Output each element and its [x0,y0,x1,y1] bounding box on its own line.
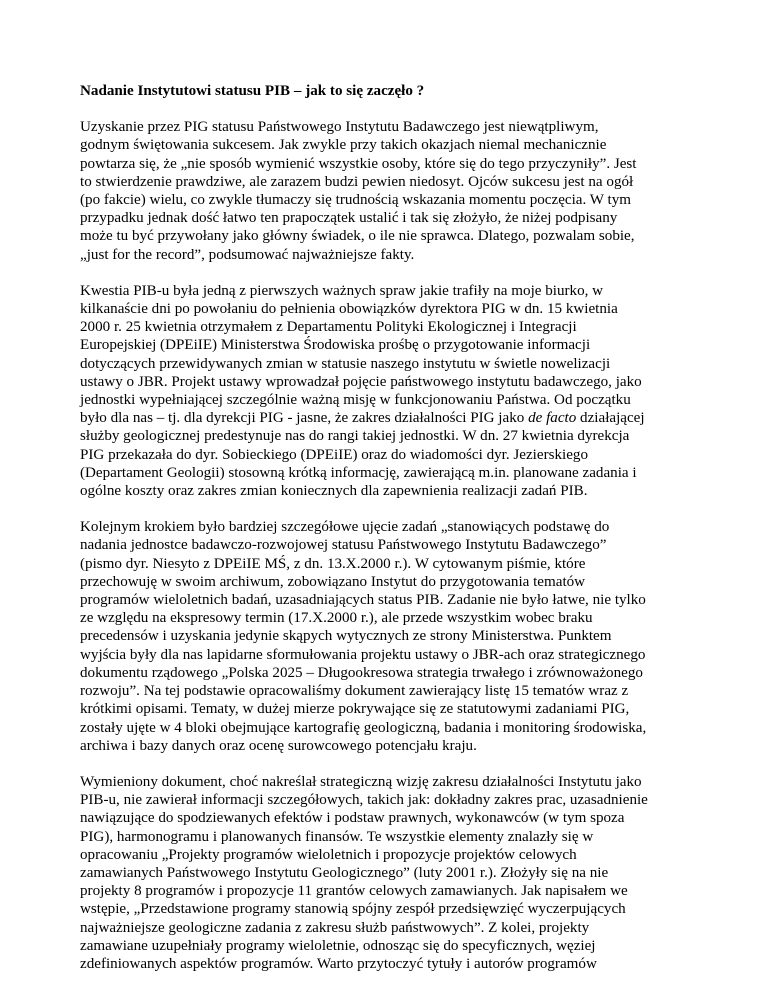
text-line: może tu być przywołany jako główny świadek, o ile nie sprawca. Dlatego, pozwalam sobie, [80,228,635,245]
text-line: dotyczących przewidywanych zmian w statusie naszego instytutu w świetle nowelizacji [80,355,611,372]
text-line: PIG przekazała do dyr. Sobieckiego (DPEiIE) oraz do wiadomości dyr. Jezierskiego [80,446,589,463]
text-line: Wymieniony dokument, choć nakreślał strategiczną wizję zakresu działalności Instytutu jako [80,773,642,790]
text-line: precedensów i uzyskania jedynie skąpych wytycznych ze strony Ministerstwa. Punktem [80,628,612,645]
text-line: Europejskiej (DPEiIE) Ministerstwa Środowiska prośbę o przygotowanie informacji [80,337,591,354]
paragraph-1 [80,118,688,264]
text-segment: działającej [576,410,645,427]
text-line: powtarza się, że „nie sposób wymienić wszystkie osoby, które się do tego przyczyniły”. Jest [80,155,637,172]
text-line: (Departament Geologii) stosowną krótką informację, zawierającą m.in. planowane zadania i [80,464,637,481]
text-line: to stwierdzenie prawdziwe, ale zarazem budzi pewien niedosyt. Ojców sukcesu jest na ogół [80,173,634,190]
text-line: ogólne koszty oraz zakres zmian koniecznych dla zapewnienia realizacji zadań PIB. [80,483,588,500]
paragraph-3 [80,518,688,755]
text-line: nadania jednostce badawczo-rozwojowej statusu Państwowego Instytutu Badawczego” [80,537,607,554]
text-line: nawiązujące do spodziewanych efektów i podstaw prawnych, wykonawców (w tym spoza [80,810,625,827]
text-line: zamawianych Państwowego Instytutu Geologicznego” (luty 2001 r.). Złożyły się na nie [80,864,609,881]
text-line: Kolejnym krokiem było bardziej szczegółowe ujęcie zadań „stanowiących podstawę do [80,519,610,536]
text-line: archiwa i bazy danych oraz ocenę surowcowego potencjału kraju. [80,737,477,754]
text-line: zamawiane uzupełniały programy wieloletnie, odnosząc się do specyficznych, węziej [80,937,596,954]
text-line: przechowuję w swoim archiwum, zobowiązano Instytut do przygotowania tematów [80,573,586,590]
text-line: projekty 8 programów i propozycje 11 grantów celowych zamawianych. Jak napisałem we [80,883,628,900]
document-title: Nadanie Instytutowi statusu PIB – jak to się zaczęło ? [80,83,425,99]
text-line: programów wieloletnich badań, uzasadniających status PIB. Zadanie nie było łatwe, nie tylko [80,592,646,609]
text-line: „just for the record”, podsumować najważniejsze fakty. [80,246,415,263]
text-line: ze względu na ekspresowy termin (17.X.2000 r.), ale przede wszystkim wobec braku [80,610,593,627]
text-line: PIG), harmonogramu i planowanych finansów. Te wszystkie elementy znalazły się w [80,828,594,845]
document-page [80,82,688,991]
paragraph-4 [80,773,688,973]
text-line: PIB-u, nie zawierał informacji szczegółowych, takich jak: dokładny zakres prac, uzasadnienie [80,792,648,809]
text-line: (pismo dyr. Niesyto z DPEiIE MŚ, z dn. 13.X.2000 r.). W cytowanym piśmie, które [80,555,586,572]
text-line: służby geologicznej predestynuje nas do rangi takiej jednostki. W dn. 27 kwietnia dyrekcja [80,428,630,445]
text-line: najważniejsze geologiczne zadania z zakresu służb państwowych”. Z kolei, projekty [80,919,590,936]
text-line: wyjścia były dla nas lapidarne sformułowania projektu ustawy o JBR-ach oraz strategicznego [80,646,646,663]
text-line: jednostki wypełniającej szczególnie ważną misję w funkcjonowaniu Państwa. Od początku [80,392,631,409]
text-line: krótkimi opisami. Tematy, w dużej mierze pokrywające się ze statutowymi zadaniami PIG, [80,701,630,718]
text-line: opracowaniu „Projekty programów wieloletnich i propozycje projektów celowych [80,846,577,863]
text-line: przypadku jednak dość łatwo ten prapoczątek ustalić i tak się złożyło, że niżej podpisany [80,210,618,227]
italic-term: de facto [528,410,577,427]
text-line: 2000 r. 25 kwietnia otrzymałem z Departamentu Polityki Ekologicznej i Integracji [80,319,577,336]
paragraph-2 [80,282,688,500]
text-line: (po fakcie) wielu, co zwykle tłumaczy się trudnością wskazania momentu poczęcia. W tym [80,192,632,209]
text-line-with-italic [80,409,688,427]
text-line: dokumentu rządowego „Polska 2025 – Długookresowa strategia trwałego i zrównoważonego [80,664,643,681]
text-line: godnym świętowania sukcesem. Jak zwykle przy takich okazjach niemal mechanicznie [80,137,607,154]
text-line: zostały ujęte w 4 bloki obejmujące kartografię geologiczną, badania i monitoring środowiska, [80,719,647,736]
text-segment: było dla nas – tj. dla dyrekcji PIG - jasne, że zakres działalności PIG jako [80,410,529,427]
text-line: kilkanaście dni po powołaniu do pełnienia obowiązków dyrektora PIG w dn. 15 kwietnia [80,301,618,318]
text-line: ustawy o JBR. Projekt ustawy wprowadzał pojęcie państwowego instytutu badawczego, jako [80,373,642,390]
text-line: rozwoju”. Na tej podstawie opracowaliśmy dokument zawierający listę 15 tematów wraz z [80,683,629,700]
text-line: wstępie, „Przedstawione programy stanowią spójny zespół przedsięwzięć wyczerpujących [80,901,626,918]
text-line: Uzyskanie przez PIG statusu Państwowego Instytutu Badawczego jest niewątpliwym, [80,119,599,136]
text-line: zdefiniowanych aspektów programów. Warto przytoczyć tytuły i autorów programów [80,955,597,972]
text-line: Kwestia PIB-u była jedną z pierwszych ważnych spraw jakie trafiły na moje biurko, w [80,282,604,299]
